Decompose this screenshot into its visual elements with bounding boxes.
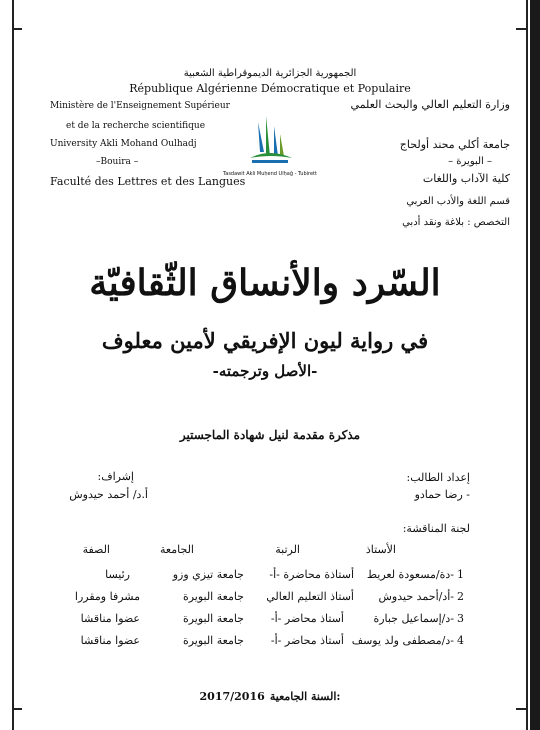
university-logo-icon [240, 112, 300, 172]
row-name: -د/مصطفى ولد يوسف [351, 634, 454, 647]
right-edge-shadow [530, 0, 540, 730]
row-number: 3 [457, 612, 464, 625]
row-role: رئيسا [105, 568, 130, 581]
frame-bottom-left [12, 708, 22, 710]
tagline: -الأصل وترجمته- [212, 362, 318, 380]
department-ar: قسم اللغة والأدب العربي [406, 196, 510, 207]
academic-year [170, 685, 370, 704]
row-rank: أستاذ محاضر -أ- [270, 634, 344, 647]
logo-caption: Tasdawit Akli Muḥend Ulḥağ - Tubirett [223, 171, 317, 177]
year-value: 2017/2016 [199, 690, 265, 703]
row-university: جامعة تيزي وزو [172, 568, 244, 581]
row-number: 4 [457, 634, 464, 647]
row-name: -أد/أحمد حيدوش [378, 590, 454, 603]
supervisor-name: أ.د/ أحمد حيدوش [69, 488, 148, 501]
ministry-fr-line1: Ministère de l'Enseignement Supérieur [50, 101, 230, 111]
frame-right [526, 0, 528, 730]
student-label: إعداد الطالب: [406, 471, 470, 484]
frame-top-left [12, 28, 22, 30]
city-fr: –Bouira – [96, 157, 139, 167]
ministry-ar: وزارة التعليم العالي والبحث العلمي [350, 98, 510, 111]
header-professor: الأستاذ [365, 543, 396, 556]
city-ar: – البويرة – [448, 156, 492, 167]
header-rank: الرتبة [275, 543, 300, 556]
header-role: الصفة [82, 543, 110, 556]
row-role: عضوا مناقشا [80, 612, 140, 625]
memo-line: مذكرة مقدمة لنيل شهادة الماجستير [179, 428, 361, 442]
row-rank: أستاذة محاضرة -أ- [269, 568, 354, 581]
subtitle: في رواية ليون الإفريقي لأمين معلوف [101, 328, 429, 353]
row-rank: أستاذ محاضر -أ- [270, 612, 344, 625]
header-university: الجامعة [160, 543, 194, 556]
frame-left [12, 0, 14, 730]
university-fr: University Akli Mohand Oulhadj [50, 139, 197, 149]
committee-label: لجنة المناقشة: [402, 522, 470, 535]
row-university: جامعة البويرة [182, 634, 244, 647]
student-name: - رضا حمادو [414, 488, 470, 501]
row-number: 2 [457, 590, 464, 603]
row-role: عضوا مناقشا [80, 634, 140, 647]
row-role: مشرفا ومقررا [74, 590, 140, 603]
main-title: السّرد والأنساق الثّقافيّة [89, 262, 441, 304]
year-label: السنة الجامعية: [269, 690, 341, 703]
republic-french: République Algérienne Démocratique et Populaire [129, 82, 411, 95]
row-university: جامعة البويرة [182, 612, 244, 625]
frame-bottom-right [516, 708, 526, 710]
faculty-fr: Faculté des Lettres et des Langues [50, 175, 246, 188]
university-logo [240, 112, 300, 172]
frame-top-right [516, 28, 526, 30]
republic-arabic: الجمهورية الجزائرية الديموقراطية الشعبية [183, 68, 357, 79]
row-university: جامعة البويرة [182, 590, 244, 603]
title-block [40, 258, 490, 386]
specialty-ar: التخصص : بلاغة ونقد أدبي [402, 217, 510, 228]
university-ar: جامعة أكلي محند أولحاج [399, 138, 510, 151]
ministry-fr-line2: et de la recherche scientifique [66, 121, 206, 131]
supervisor-label: إشراف: [97, 470, 134, 483]
row-number: 1 [457, 568, 464, 581]
faculty-ar: كلية الآداب واللغات [422, 172, 510, 185]
row-name: -دة/مسعودة لعريط [366, 568, 454, 581]
row-rank: أستاذ التعليم العالي [266, 590, 354, 603]
row-name: -د/إسماعيل جبارة [373, 612, 454, 625]
